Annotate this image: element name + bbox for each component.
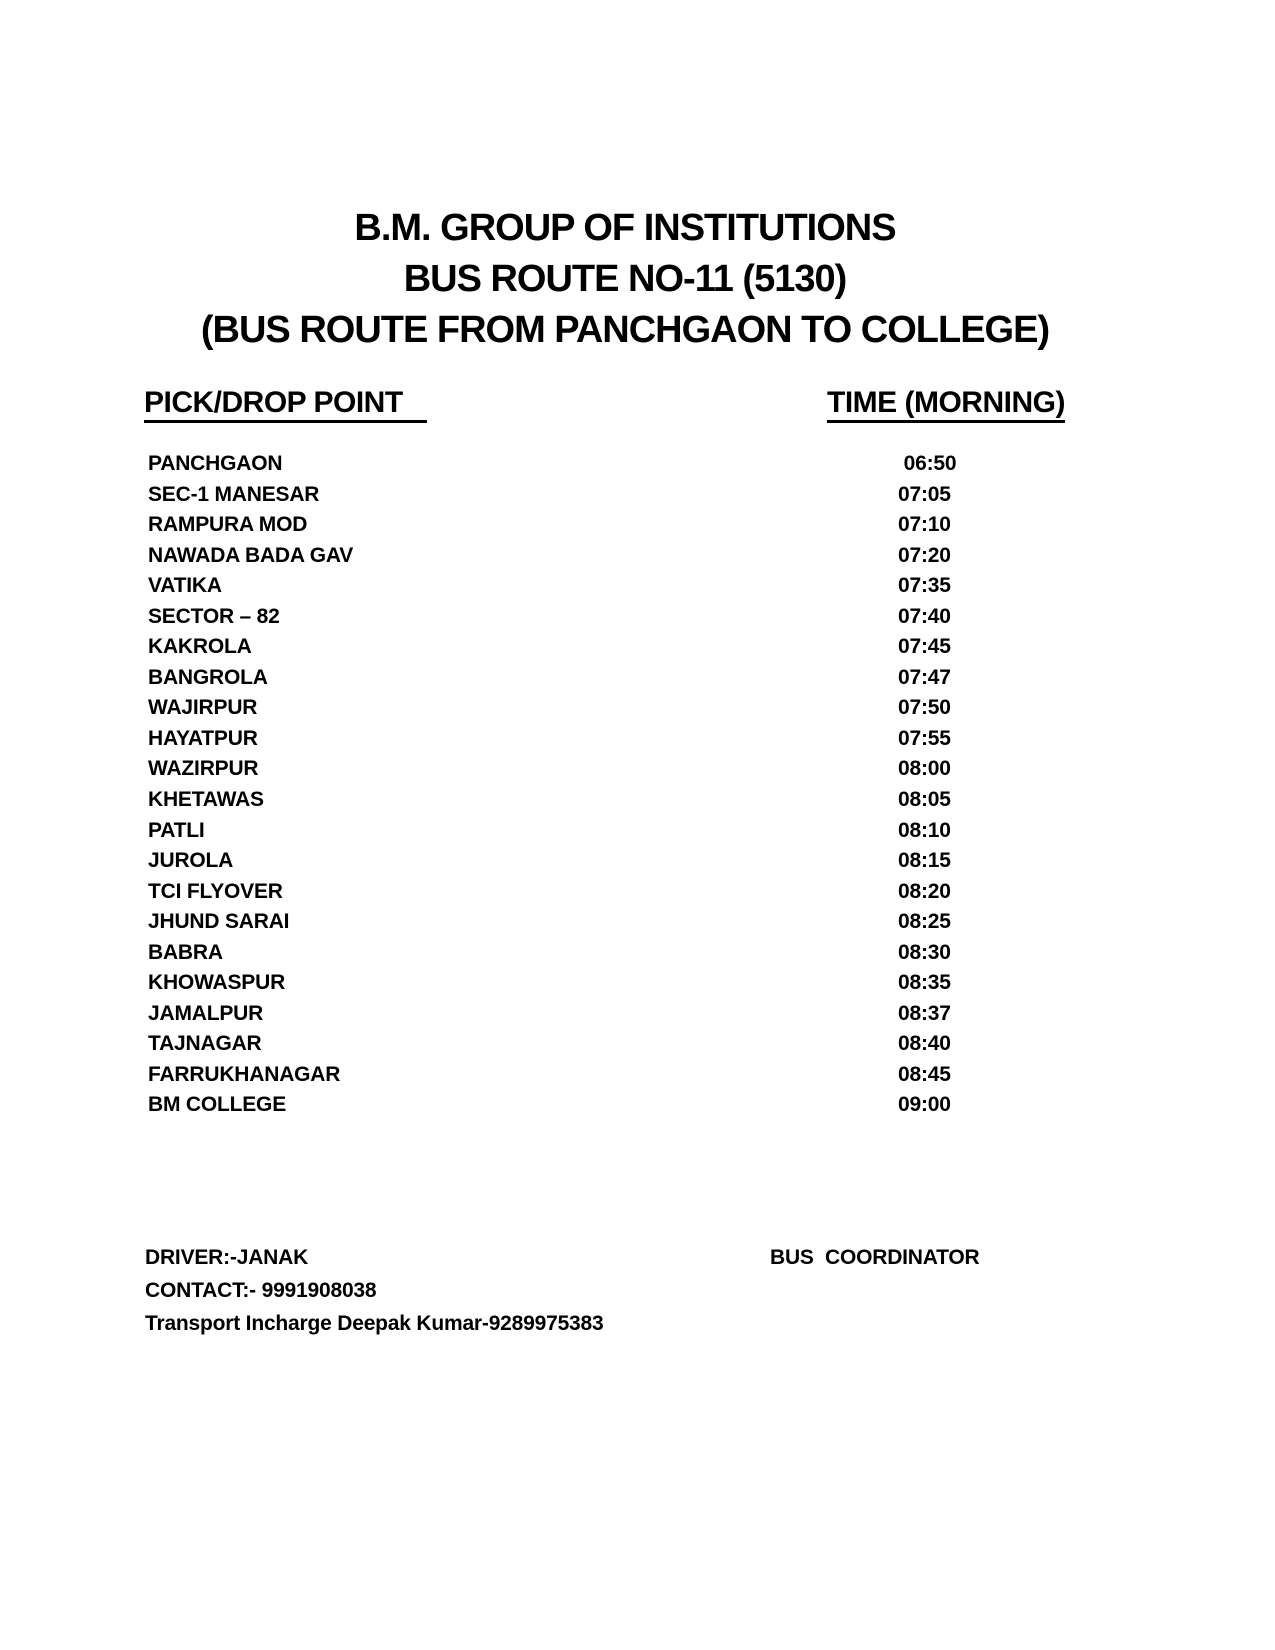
stop-time: 08:05 [898,788,951,812]
schedule-row [0,724,1275,755]
stop-time: 07:05 [898,482,951,506]
stop-name: VATIKA [148,574,222,598]
schedule-row [0,754,1275,785]
stop-time: 08:45 [898,1062,951,1086]
stop-name: WAJIRPUR [148,696,258,720]
transport-incharge-info: Transport Incharge Deepak Kumar-9289975383 [145,1312,604,1335]
stop-time: 07:45 [898,635,951,659]
stop-name: RAMPURA MOD [148,513,308,537]
stop-time: 07:10 [898,513,951,537]
schedule-row [0,449,1275,480]
stop-name: BANGROLA [148,665,268,689]
schedule-row [0,785,1275,816]
stop-name: SECTOR – 82 [148,604,280,628]
schedule-rows [0,449,1275,1121]
stop-time: 08:15 [898,849,951,873]
stop-time: 08:25 [898,910,951,934]
stop-time: 06:50 [898,452,957,475]
document-title [145,203,1105,356]
stop-name: KHOWASPUR [148,971,286,995]
schedule-row [0,938,1275,969]
stop-name: BM COLLEGE [148,1093,286,1117]
stop-name: KHETAWAS [148,788,264,812]
stop-time: 08:35 [898,971,951,995]
schedule-row [0,541,1275,572]
footer-contact-line [0,1274,1275,1307]
stop-time: 07:55 [898,726,951,750]
stop-name: PANCHGAON [148,452,283,475]
stop-time: 07:35 [898,574,951,598]
schedule-row [0,907,1275,938]
stop-time: 08:30 [898,940,951,964]
driver-name: DRIVER:-JANAK [145,1246,309,1269]
schedule-row [0,877,1275,908]
stop-name: KAKROLA [148,635,252,659]
stop-name: TAJNAGAR [148,1032,262,1056]
title-line-route-description: (BUS ROUTE FROM PANCHGAON TO COLLEGE) [200,309,1050,351]
bus-coordinator-label: BUS COORDINATOR [770,1246,980,1269]
title-line-route-number: BUS ROUTE NO-11 (5130) [403,258,847,300]
schedule-row [0,999,1275,1030]
schedule-row [0,602,1275,633]
schedule-row [0,846,1275,877]
stop-time: 08:37 [898,1001,951,1025]
footer-driver-line [0,1241,1275,1274]
stop-time: 08:40 [898,1032,951,1056]
stop-name: JAMALPUR [148,1001,264,1025]
stop-name: SEC-1 MANESAR [148,482,320,506]
schedule-row [0,663,1275,694]
schedule-row [0,816,1275,847]
stop-name: TCI FLYOVER [148,879,283,903]
stop-time: 07:20 [898,543,951,567]
stop-time: 07:47 [898,665,951,689]
stop-time: 07:50 [898,696,951,720]
stop-name: JUROLA [148,849,234,873]
stop-name: HAYATPUR [148,726,258,750]
schedule-row [0,1060,1275,1091]
time-morning-header: TIME (MORNING) [827,386,1065,423]
stop-name: NAWADA BADA GAV [148,543,354,567]
schedule-row [0,510,1275,541]
schedule-row [0,968,1275,999]
stop-time: 09:00 [898,1093,951,1117]
stop-name: FARRUKHANAGAR [148,1062,341,1086]
schedule-row [0,571,1275,602]
stop-time: 08:20 [898,879,951,903]
schedule-row [0,1090,1275,1121]
schedule-row [0,693,1275,724]
schedule-row [0,1029,1275,1060]
stop-name: BABRA [148,940,223,964]
schedule-row [0,632,1275,663]
stop-time: 07:40 [898,604,951,628]
title-line-institution: B.M. GROUP OF INSTITUTIONS [354,207,896,249]
stop-name: WAZIRPUR [148,757,259,781]
footer-incharge-line [0,1307,1275,1340]
schedule-header-row [0,386,1275,426]
stop-time: 08:10 [898,818,951,842]
stop-name: PATLI [148,818,205,842]
schedule-row [0,480,1275,511]
stop-name: JHUND SARAI [148,910,290,934]
pick-drop-point-header: PICK/DROP POINT [144,386,427,423]
driver-contact-number: CONTACT:- 9991908038 [145,1279,377,1302]
stop-time: 08:00 [898,757,951,781]
